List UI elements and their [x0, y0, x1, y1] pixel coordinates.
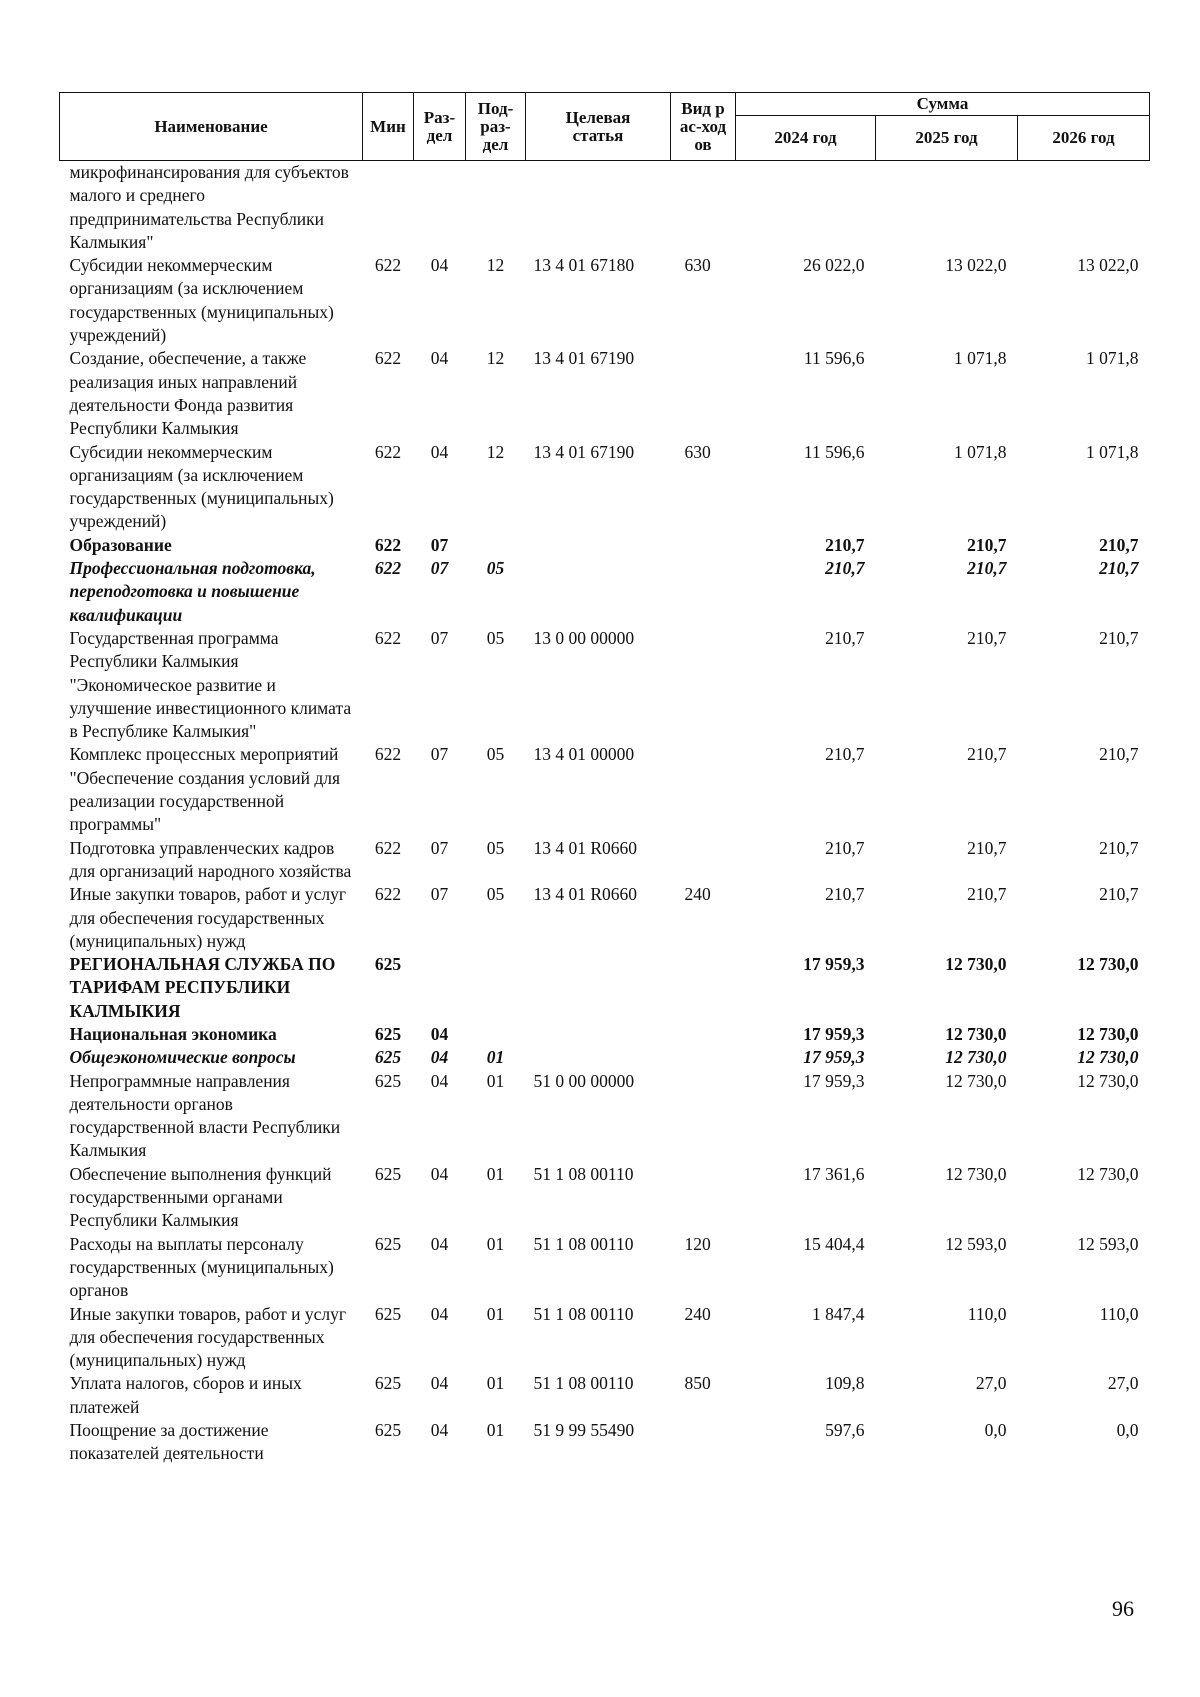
row-amount-2026: 12 730,0	[1077, 1023, 1139, 1044]
row-amount-2026: 13 022,0	[1077, 255, 1139, 276]
row-vid	[671, 1070, 736, 1163]
row-target: 51 0 00 00000	[533, 1070, 635, 1091]
row-amount-2026: 210,7	[1099, 534, 1139, 555]
row-amount-2026: 1 071,8	[1086, 348, 1139, 369]
row-target: 13 0 00 00000	[533, 627, 635, 648]
row-podrazdel: 01	[486, 1163, 505, 1184]
row-amount-2024: 1 847,4	[812, 1303, 865, 1324]
row-name: Комплекс процессных мероприятий "Обеспечение создания условий для реализации государственной программы"	[69, 744, 341, 835]
row-amount-2025: 1 071,8	[954, 348, 1007, 369]
table-row	[60, 1163, 1150, 1233]
row-name: Профессиональная подготовка, переподготовка и повышение квалификации	[69, 558, 316, 625]
header-vid	[671, 93, 736, 161]
row-name: РЕГИОНАЛЬНАЯ СЛУЖБА ПО ТАРИФАМ РЕСПУБЛИКИ КАЛМЫКИЯ	[69, 954, 336, 1021]
row-name: Создание, обеспечение, а также реализация иных направлений деятельности Фонда развития Республики Калмыкия	[69, 348, 307, 439]
row-podrazdel: 01	[486, 1373, 505, 1394]
row-podrazdel: 05	[486, 837, 505, 858]
table-row	[60, 1023, 1150, 1046]
row-amount-2024: 17 959,3	[803, 1047, 865, 1068]
budget-table	[59, 92, 1150, 1466]
row-amount-2026: 210,7	[1099, 558, 1139, 579]
table-row	[60, 161, 1150, 255]
table-row	[60, 743, 1150, 836]
row-target	[526, 1023, 671, 1046]
header-year-2024: 2024 год	[736, 116, 876, 161]
row-name: Подготовка управленческих кадров для организаций народного хозяйства	[69, 837, 352, 881]
row-razdel: 04	[430, 1070, 449, 1091]
row-vid: 630	[684, 255, 711, 276]
header-podrazdel	[466, 93, 526, 161]
row-amount-2025: 110,0	[967, 1303, 1007, 1324]
row-podrazdel	[466, 161, 526, 255]
row-amount-2024: 210,7	[825, 884, 865, 905]
table-row	[60, 953, 1150, 1023]
row-razdel: 07	[430, 558, 449, 579]
row-podrazdel	[466, 534, 526, 557]
header-min: Мин	[363, 93, 414, 161]
row-amount-2026: 12 730,0	[1077, 1070, 1139, 1091]
row-min: 622	[374, 627, 402, 648]
table-row	[60, 883, 1150, 953]
row-amount-2025: 210,7	[967, 744, 1007, 765]
row-amount-2026: 12 730,0	[1077, 954, 1139, 975]
row-podrazdel: 12	[486, 441, 505, 462]
row-min: 622	[374, 558, 402, 579]
row-amount-2025: 12 730,0	[945, 1047, 1007, 1068]
row-vid	[671, 837, 736, 884]
header-podrazdel-label: Под-раз-дел	[477, 98, 514, 154]
row-amount-2024: 109,8	[825, 1373, 865, 1394]
row-amount-2025: 12 730,0	[945, 1070, 1007, 1091]
table-row	[60, 1372, 1150, 1419]
row-vid	[671, 1419, 736, 1466]
row-razdel: 04	[430, 1023, 449, 1044]
row-amount-2024: 11 596,6	[803, 441, 865, 462]
row-podrazdel: 12	[486, 348, 505, 369]
row-vid	[671, 347, 736, 440]
row-amount-2024: 17 959,3	[803, 1023, 865, 1044]
row-amount-2024: 17 959,3	[803, 954, 865, 975]
row-target	[526, 1046, 671, 1069]
row-razdel: 04	[430, 1047, 449, 1068]
table-row	[60, 627, 1150, 743]
row-vid: 240	[684, 884, 711, 905]
header-year-2026: 2026 год	[1018, 116, 1150, 161]
row-min: 622	[374, 255, 402, 276]
row-vid	[671, 534, 736, 557]
table-row	[60, 837, 1150, 884]
row-amount-2024	[736, 161, 876, 255]
row-amount-2024: 210,7	[825, 627, 865, 648]
row-amount-2025: 210,7	[967, 837, 1007, 858]
row-podrazdel: 05	[486, 627, 505, 648]
page-number: 96	[1112, 1596, 1134, 1621]
row-podrazdel: 01	[486, 1420, 505, 1441]
row-min: 622	[374, 348, 402, 369]
row-target: 51 1 08 00110	[533, 1233, 634, 1254]
row-amount-2026: 12 593,0	[1077, 1233, 1139, 1254]
row-razdel: 07	[430, 884, 449, 905]
row-target: 13 4 01 00000	[533, 744, 635, 765]
row-min: 625	[374, 1233, 402, 1254]
row-vid	[671, 1163, 736, 1233]
row-min: 622	[374, 884, 402, 905]
table-header	[60, 93, 1150, 161]
table-row	[60, 534, 1150, 557]
row-name: Расходы на выплаты персоналу государственных (муниципальных) органов	[69, 1233, 334, 1301]
table-row	[60, 1233, 1150, 1303]
row-razdel: 04	[430, 1233, 449, 1254]
row-amount-2025: 210,7	[967, 884, 1007, 905]
row-podrazdel: 01	[486, 1047, 505, 1068]
row-name: Поощрение за достижение показателей деятельности	[69, 1420, 269, 1464]
row-min: 625	[374, 1373, 402, 1394]
row-amount-2025: 0,0	[984, 1420, 1007, 1441]
row-razdel: 07	[430, 744, 449, 765]
row-name: Субсидии некоммерческим организациям (за исключением государственных (муниципальных) учреждений)	[69, 255, 334, 346]
row-amount-2024: 11 596,6	[803, 348, 865, 369]
row-target: 51 1 08 00110	[533, 1303, 634, 1324]
row-target: 13 4 01 67190	[533, 441, 635, 462]
row-target	[526, 953, 671, 1023]
row-razdel: 04	[430, 348, 449, 369]
row-amount-2026: 12 730,0	[1077, 1047, 1139, 1068]
row-min: 625	[374, 954, 402, 975]
table-body	[60, 161, 1150, 1466]
row-min: 625	[374, 1163, 402, 1184]
row-min: 622	[374, 837, 402, 858]
row-podrazdel: 05	[486, 884, 505, 905]
row-name: Субсидии некоммерческим организациям (за исключением государственных (муниципальных) учреждений)	[69, 441, 334, 532]
row-razdel: 04	[430, 1373, 449, 1394]
row-min	[363, 161, 414, 255]
table-row	[60, 1046, 1150, 1069]
row-target: 13 4 01 67180	[533, 255, 635, 276]
row-amount-2024: 210,7	[825, 558, 865, 579]
row-vid	[671, 953, 736, 1023]
row-vid	[671, 557, 736, 627]
row-vid	[671, 627, 736, 743]
row-name: Непрограммные направления деятельности органов государственной власти Республики Калмыкия	[69, 1070, 341, 1161]
row-podrazdel	[466, 1023, 526, 1046]
row-amount-2024: 597,6	[825, 1420, 865, 1441]
row-podrazdel: 01	[486, 1303, 505, 1324]
row-target	[526, 557, 671, 627]
row-amount-2025: 210,7	[967, 558, 1007, 579]
row-amount-2026: 210,7	[1099, 744, 1139, 765]
row-podrazdel: 05	[486, 558, 505, 579]
row-amount-2025: 12 593,0	[945, 1233, 1007, 1254]
row-razdel: 04	[430, 255, 449, 276]
row-razdel: 04	[430, 1163, 449, 1184]
row-name: Уплата налогов, сборов и иных платежей	[69, 1373, 302, 1417]
row-amount-2024: 210,7	[825, 837, 865, 858]
row-vid	[671, 1023, 736, 1046]
row-amount-2026: 210,7	[1099, 884, 1139, 905]
row-amount-2025: 12 730,0	[945, 1163, 1007, 1184]
row-name: Иные закупки товаров, работ и услуг для обеспечения государственных (муниципальных) нужд	[69, 1303, 347, 1371]
row-podrazdel: 01	[486, 1233, 505, 1254]
row-name: микрофинансирования для субъектов малого и среднего предпринимательства Республики Калмыкия"	[69, 162, 349, 252]
row-min: 622	[374, 441, 402, 462]
row-min: 622	[374, 744, 402, 765]
row-min: 625	[374, 1303, 402, 1324]
row-razdel: 04	[430, 1303, 449, 1324]
row-amount-2024: 210,7	[825, 744, 865, 765]
row-amount-2026: 1 071,8	[1086, 441, 1139, 462]
row-amount-2026: 27,0	[1107, 1373, 1139, 1394]
row-vid	[671, 743, 736, 836]
table-row	[60, 557, 1150, 627]
row-amount-2024: 210,7	[825, 534, 865, 555]
row-vid: 240	[684, 1303, 711, 1324]
header-target	[526, 93, 671, 161]
row-razdel: 07	[430, 837, 449, 858]
row-vid	[671, 161, 736, 255]
row-amount-2026	[1018, 161, 1150, 255]
row-razdel	[414, 953, 466, 1023]
row-podrazdel: 05	[486, 744, 505, 765]
row-razdel: 04	[430, 441, 449, 462]
header-summa: Сумма	[736, 93, 1150, 116]
header-razdel-label: Раз-дел	[423, 107, 456, 145]
row-vid: 120	[684, 1233, 711, 1254]
row-amount-2025: 27,0	[975, 1373, 1007, 1394]
row-min: 625	[374, 1420, 402, 1441]
table-row	[60, 347, 1150, 440]
row-razdel: 07	[430, 627, 449, 648]
row-target: 51 1 08 00110	[533, 1373, 634, 1394]
row-amount-2026: 110,0	[1099, 1303, 1139, 1324]
row-amount-2025	[876, 161, 1018, 255]
row-podrazdel	[466, 953, 526, 1023]
row-amount-2025: 210,7	[967, 627, 1007, 648]
row-vid: 850	[684, 1373, 711, 1394]
row-amount-2024: 26 022,0	[803, 255, 865, 276]
row-target: 13 4 01 67190	[533, 348, 635, 369]
row-name: Общеэкономические вопросы	[69, 1047, 296, 1068]
row-vid: 630	[684, 441, 711, 462]
table-row	[60, 1070, 1150, 1163]
row-target	[526, 534, 671, 557]
header-vid-label: Вид рас-ходов	[679, 98, 727, 154]
row-razdel	[414, 161, 466, 255]
row-amount-2024: 17 361,6	[803, 1163, 865, 1184]
row-razdel: 07	[430, 534, 449, 555]
row-razdel: 04	[430, 1420, 449, 1441]
row-amount-2026: 0,0	[1116, 1420, 1139, 1441]
header-target-label: Целевая статья	[565, 107, 631, 145]
row-amount-2025: 1 071,8	[954, 441, 1007, 462]
row-amount-2026: 210,7	[1099, 627, 1139, 648]
row-name: Иные закупки товаров, работ и услуг для обеспечения государственных (муниципальных) нужд	[69, 884, 347, 951]
row-min: 625	[374, 1047, 402, 1068]
table-row	[60, 1303, 1150, 1373]
table-row	[60, 254, 1150, 347]
row-min: 622	[374, 534, 402, 555]
row-min: 625	[374, 1023, 402, 1044]
row-amount-2026: 12 730,0	[1077, 1163, 1139, 1184]
row-amount-2024: 17 959,3	[803, 1070, 865, 1091]
table-row	[60, 441, 1150, 534]
header-razdel	[414, 93, 466, 161]
row-name: Государственная программа Республики Калмыкия "Экономическое развитие и улучшение инвестиционного климата в Республике Калмыкия"	[69, 627, 352, 742]
row-amount-2025: 13 022,0	[945, 255, 1007, 276]
row-amount-2025: 12 730,0	[945, 954, 1007, 975]
row-amount-2025: 12 730,0	[945, 1023, 1007, 1044]
row-amount-2026: 210,7	[1099, 837, 1139, 858]
row-name: Образование	[69, 534, 172, 555]
row-vid	[671, 1046, 736, 1069]
row-name: Национальная экономика	[69, 1023, 277, 1044]
row-podrazdel: 12	[486, 255, 505, 276]
row-target: 51 9 99 55490	[533, 1420, 635, 1441]
row-target: 13 4 01 R0660	[533, 884, 638, 905]
row-target: 51 1 08 00110	[533, 1163, 634, 1184]
row-target: 13 4 01 R0660	[533, 837, 638, 858]
row-podrazdel: 01	[486, 1070, 505, 1091]
row-min: 625	[374, 1070, 402, 1091]
row-amount-2025: 210,7	[967, 534, 1007, 555]
row-name: Обеспечение выполнения функций государственными органами Республики Калмыкия	[69, 1163, 332, 1231]
row-amount-2024: 15 404,4	[803, 1233, 865, 1254]
header-name: Наименование	[60, 93, 363, 161]
table-row	[60, 1419, 1150, 1466]
row-target	[526, 161, 671, 255]
header-year-2025: 2025 год	[876, 116, 1018, 161]
